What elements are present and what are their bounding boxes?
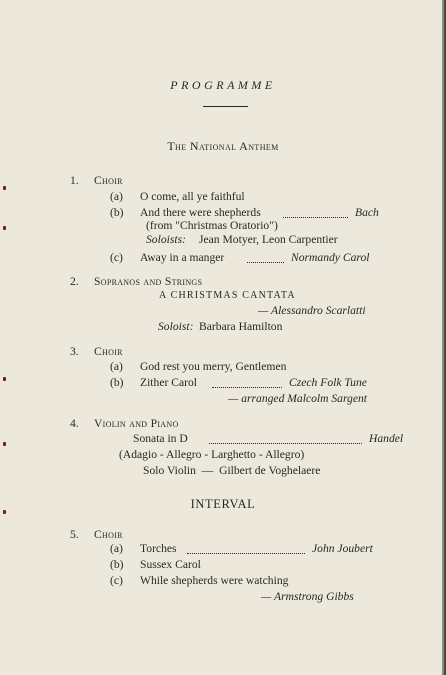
composer: — Armstrong Gibbs	[261, 590, 354, 603]
section-heading: Choir	[94, 174, 123, 187]
binding-hole	[3, 442, 6, 446]
anthem-heading: The National Anthem	[167, 139, 279, 153]
composer: Bach	[355, 206, 379, 219]
section-heading: Choir	[94, 528, 123, 541]
item-title: O come, all ye faithful	[140, 190, 245, 203]
section-number: 3.	[70, 345, 79, 358]
item-label: (a)	[110, 190, 123, 203]
leader-dots	[187, 553, 305, 554]
composer: John Joubert	[312, 542, 373, 555]
composer: Normandy Carol	[291, 251, 370, 264]
leader-dots	[209, 443, 362, 444]
section-heading: Choir	[94, 345, 123, 358]
item-title: Torches	[140, 542, 177, 555]
section-number: 1.	[70, 174, 79, 187]
item-title: While shepherds were watching	[140, 574, 289, 587]
arranger: — arranged Malcolm Sargent	[228, 392, 368, 405]
work-title: A CHRISTMAS CANTATA	[159, 290, 296, 301]
soloists-names: Jean Motyer, Leon Carpentier	[199, 233, 338, 246]
item-title: Zither Carol	[140, 376, 197, 389]
page-title: PROGRAMME	[170, 78, 276, 92]
binding-hole	[3, 186, 6, 190]
item-label: (c)	[110, 574, 123, 587]
item-label: (b)	[110, 206, 124, 219]
work-title: Sonata in D	[133, 432, 188, 445]
movements: (Adagio - Allegro - Larghetto - Allegro)	[119, 448, 305, 461]
section-number: 4.	[70, 417, 79, 430]
section-heading: Sopranos and Strings	[94, 275, 203, 288]
leader-dots	[247, 262, 284, 263]
soloist-name: Barbara Hamilton	[199, 320, 283, 333]
composer: Czech Folk Tune	[289, 376, 367, 389]
item-label: (a)	[110, 360, 123, 373]
composer: Handel	[369, 432, 404, 445]
section-number: 2.	[70, 275, 79, 288]
soloists-label: Soloists:	[146, 233, 186, 246]
soloist-label: Soloist:	[158, 320, 194, 333]
section-heading: Violin and Piano	[94, 417, 179, 430]
section-number: 5.	[70, 528, 79, 541]
binding-hole	[3, 377, 6, 381]
composer: — Alessandro Scarlatti	[258, 304, 366, 317]
page-edge	[442, 0, 444, 675]
item-title: Sussex Carol	[140, 558, 201, 571]
interval-heading: INTERVAL	[190, 497, 256, 511]
item-label: (a)	[110, 542, 123, 555]
item-title: God rest you merry, Gentlemen	[140, 360, 287, 373]
title-rule	[203, 106, 248, 107]
solo-violin: Solo Violin — Gilbert de Voghelaere	[143, 464, 321, 477]
item-subtitle: (from "Christmas Oratorio")	[146, 219, 278, 232]
item-title: Away in a manger	[140, 251, 225, 264]
binding-hole	[3, 226, 6, 230]
item-label: (b)	[110, 376, 124, 389]
item-label: (c)	[110, 251, 123, 264]
leader-dots	[212, 387, 282, 388]
leader-dots	[283, 217, 348, 218]
item-label: (b)	[110, 558, 124, 571]
item-title: And there were shepherds	[140, 206, 261, 219]
